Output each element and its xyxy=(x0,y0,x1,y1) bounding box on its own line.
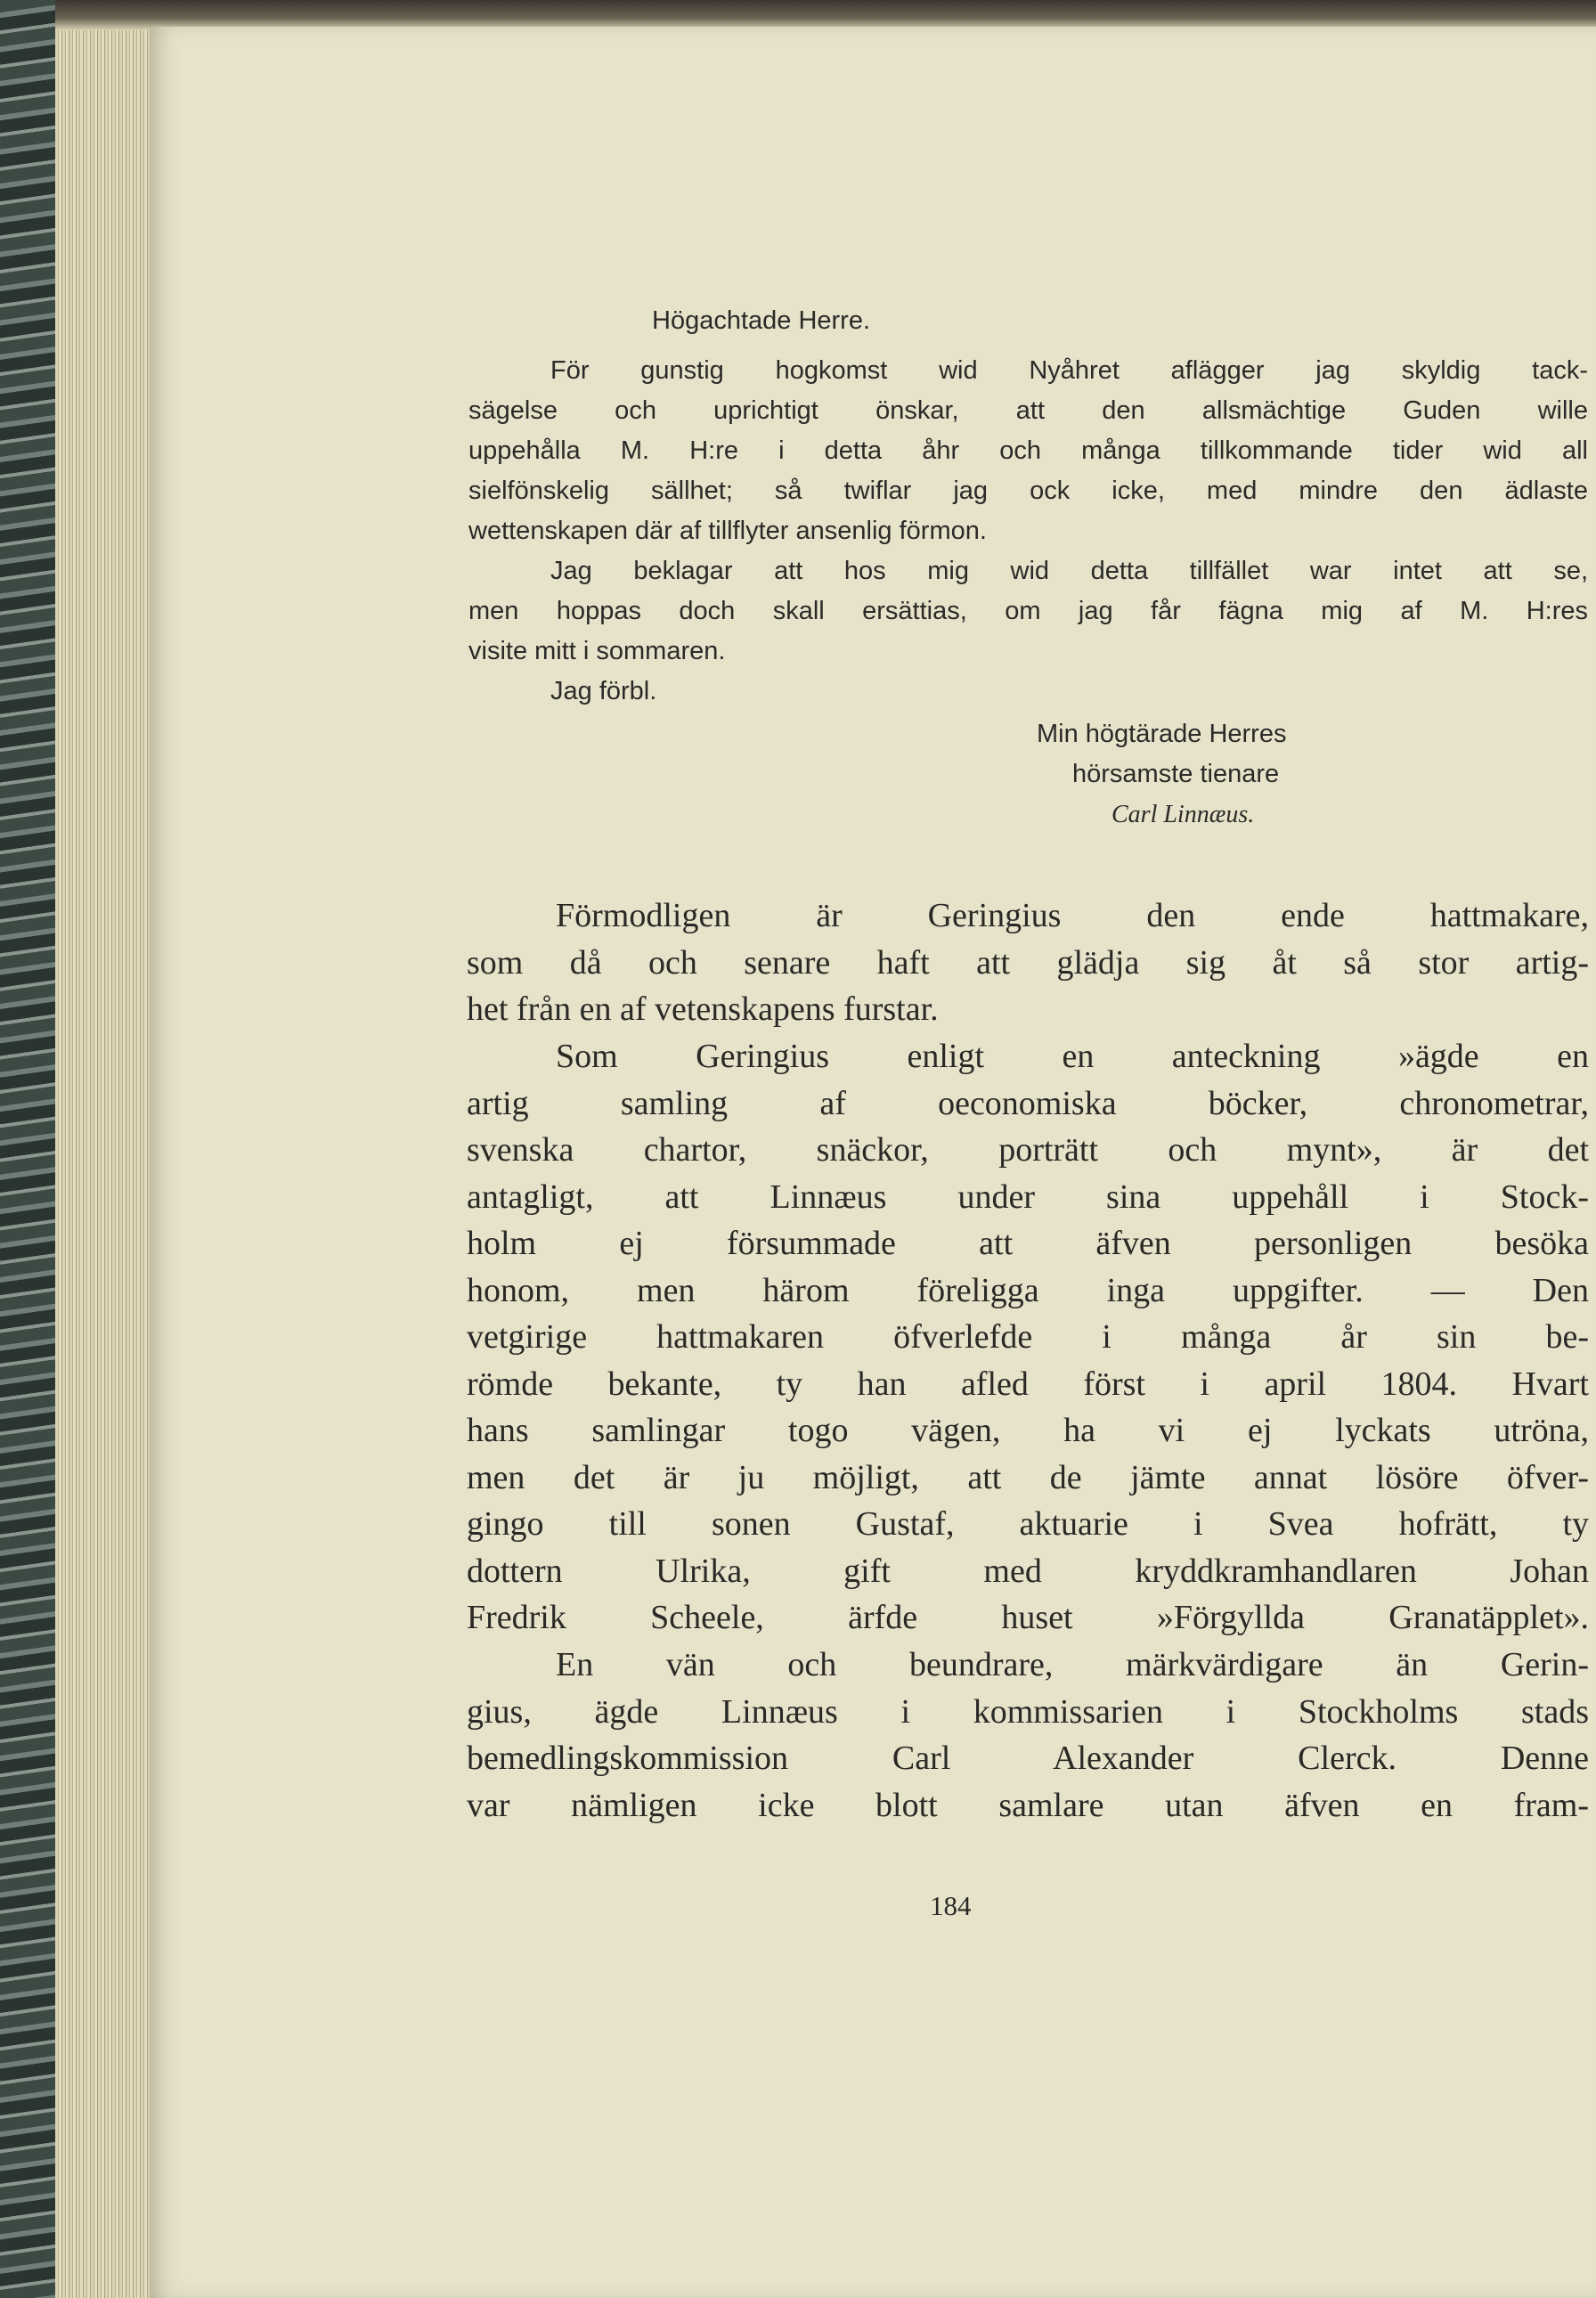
body-line: römde bekante, ty han afled först i april 1804. Hvart xyxy=(467,1365,1589,1403)
letter-line: uppehålla M. H:re i detta åhr och många tillkommande tider wid all xyxy=(468,436,1588,465)
letter-paragraph-1 xyxy=(468,351,1588,551)
body-line: Förmodligen är Geringius den ende hattmakare, xyxy=(556,897,1589,934)
page-top-edge xyxy=(55,0,1596,30)
body-line: gingo till sonen Gustaf, aktuarie i Svea hofrätt, ty xyxy=(467,1505,1589,1543)
body-paragraph-3 xyxy=(467,1642,1589,1829)
letter-line: Jag beklagar att hos mig wid detta tillfället war intet att se, xyxy=(550,557,1588,585)
marbled-cover-edge xyxy=(0,0,55,2298)
letter-signature: Carl Linnæus. xyxy=(1112,801,1255,828)
body-line: bemedlingskommission Carl Alexander Clerck. Denne xyxy=(467,1740,1589,1777)
body-line: honom, men härom föreligga inga uppgifter. — Den xyxy=(467,1271,1589,1309)
book-page xyxy=(150,27,1596,2298)
body-line: hans samlingar togo vägen, ha vi ej lyckats utröna, xyxy=(467,1412,1589,1449)
body-line: het från en af vetenskapens furstar. xyxy=(467,990,939,1028)
letter-line: visite mitt i sommaren. xyxy=(468,637,726,665)
page-stack-edges xyxy=(55,20,153,2298)
body-line: artig samling af oeconomiska böcker, chronometrar, xyxy=(467,1084,1589,1122)
letter-line: wettenskapen där af tillflyter ansenlig förmon. xyxy=(468,517,987,545)
letter-line: sägelse och uprichtigt önskar, att den allsmächtige Guden wille xyxy=(468,396,1588,425)
body-line: antagligt, att Linnæus under sina uppehåll i Stock- xyxy=(467,1178,1589,1216)
body-line: En vän och beundrare, märkvärdigare än Gerin- xyxy=(556,1646,1589,1683)
letter-salutation: Högachtade Herre. xyxy=(652,306,871,335)
body-paragraph-2 xyxy=(467,1033,1589,1642)
body-line: svenska chartor, snäckor, porträtt och mynt», är det xyxy=(467,1131,1589,1169)
letter-closing-line-1: Min högtärade Herres xyxy=(1037,720,1287,748)
letter-closing-line-2: hörsamste tienare xyxy=(1072,760,1280,788)
body-paragraph-1 xyxy=(467,892,1589,1033)
letter-line: sielfönskelig sällhet; så twiflar jag ock icke, med mindre den ädlaste xyxy=(468,477,1588,505)
body-line: Som Geringius enligt en anteckning »ägde en xyxy=(556,1038,1589,1075)
body-line: var nämligen icke blott samlare utan äfven en fram- xyxy=(467,1786,1589,1824)
letter-paragraph-2 xyxy=(468,551,1588,672)
body-line: men det är ju möjligt, att de jämte annat lösöre öfver- xyxy=(467,1458,1589,1496)
page-number: 184 xyxy=(930,1890,972,1921)
letter-line: men hoppas doch skall ersättias, om jag får fägna mig af M. H:res xyxy=(468,597,1588,625)
body-line: gius, ägde Linnæus i kommissarien i Stockholms stads xyxy=(467,1692,1589,1731)
body-line: dottern Ulrika, gift med kryddkramhandlaren Johan xyxy=(467,1552,1589,1590)
body-line: Fredrik Scheele, ärfde huset »Förgyllda Granatäpplet». xyxy=(467,1599,1589,1636)
body-line: holm ej försummade att äfven personligen besöka xyxy=(467,1225,1589,1262)
body-line: som då och senare haft att glädja sig åt så stor artig- xyxy=(467,943,1589,982)
letter-closing-short: Jag förbl. xyxy=(550,677,657,705)
body-line: vetgirige hattmakaren öfverlefde i många år sin be- xyxy=(467,1318,1589,1356)
letter-line: För gunstig hogkomst wid Nyåhret aflägger jag skyldig tack- xyxy=(550,356,1588,385)
